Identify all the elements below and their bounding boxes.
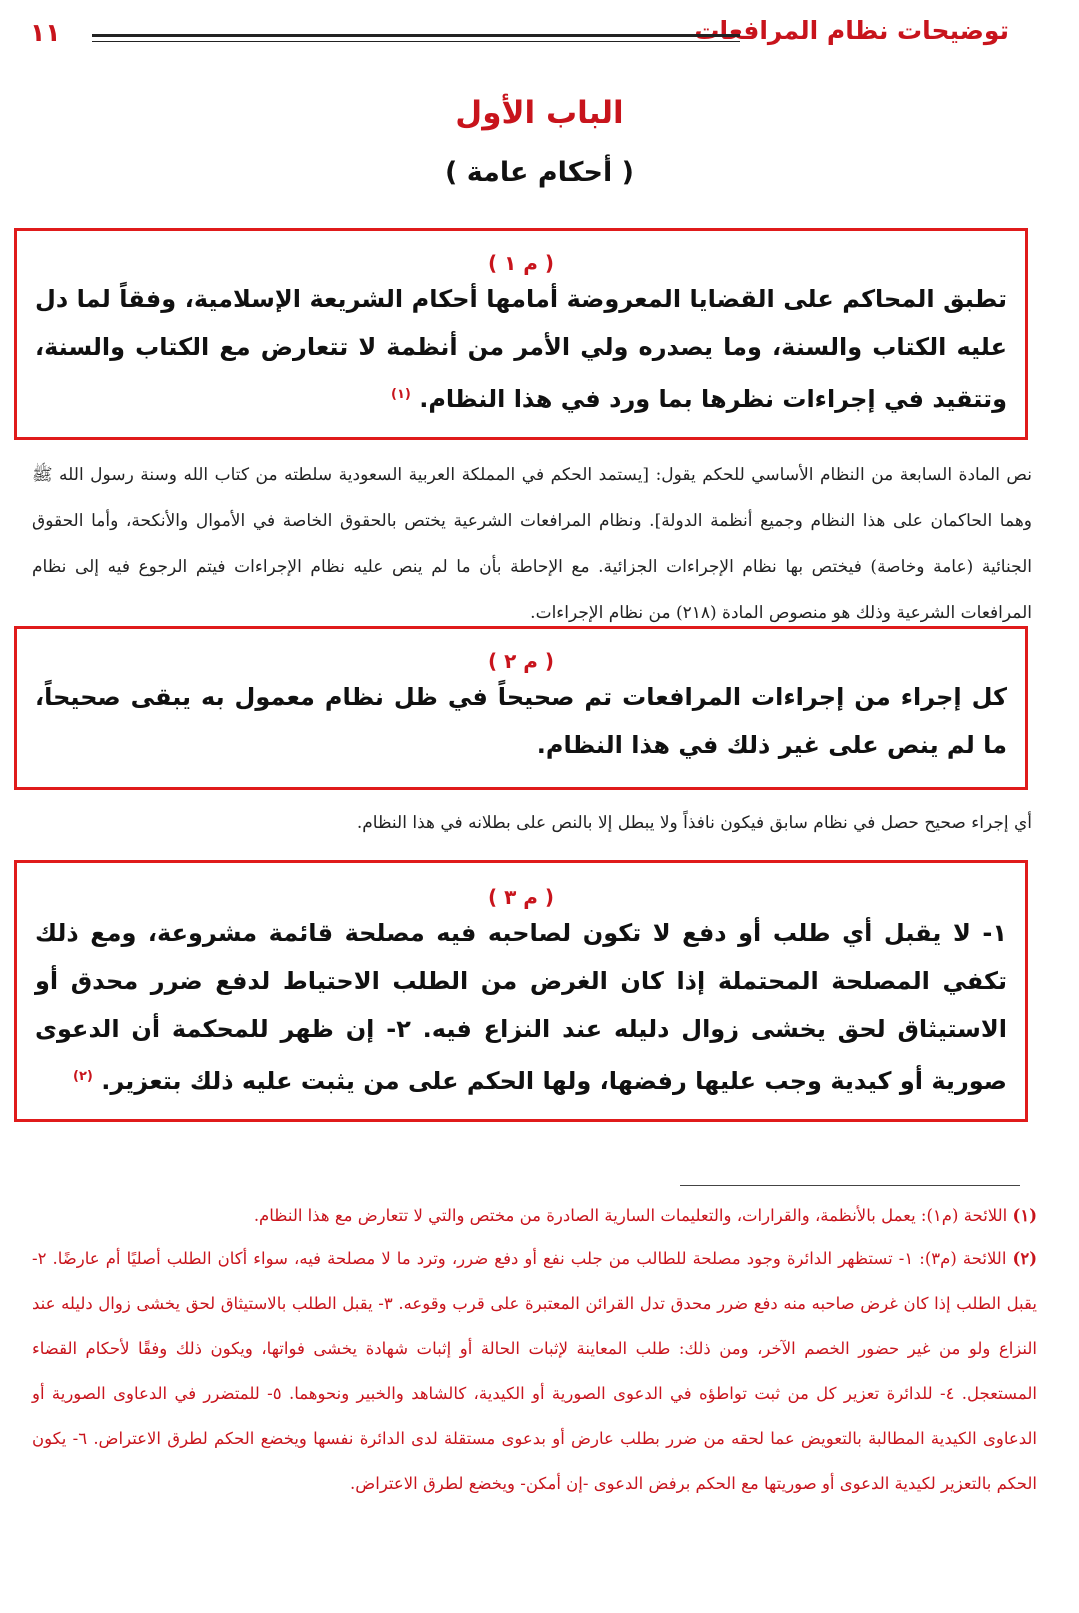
- article-text: [17, 275, 1025, 423]
- page-number: ١١: [30, 18, 61, 47]
- article-number: ( م ١ ): [487, 251, 555, 275]
- header-rule: [92, 34, 740, 37]
- footnote-text: اللائحة (م٣): ١- تستظهر الدائرة وجود مصلحة للطالب من جلب نفع أو دفع ضرر، وترد ما لا مصلحة فيه، سواء أكان الطلب أصليًا أم عارضًا. ٢- يقبل الطلب إذا كان غرض صاحبه منه دفع ضرر محدق تدل القرائن المعتبرة على قرب وقوعه. ٣- يقبل الطلب بالاستيثاق لحق يخشى زوال دليله عند النزاع ولو من غير حضور الخصم الآخر، ومن ذلك: طلب المعاينة لإثبات الحالة أو إثبات شهادة يخشى فواتها، ويكون ذلك وفقًا لأحكام القضاء المستعجل. ٤- للدائرة تعزير كل من ثبت تواطؤه في الدعوى الصورية أو الكيدية، كالشاهد والخبير ونحوهما. ٥- للمتضرر في الدعاوى الصورية أو الدعاوى الكيدية المطالبة بالتعويض عما لحقه من ضرر بطلب عارض أو بدعوى مستقلة لدى الدائرة نفسها ويخضع الحكم لطرق الاعتراض. ٦- يكون الحكم بالتعزير لكيدية الدعوى أو صوريتها مع الحكم برفض الدعوى -إن أمكن- ويخضع لطرق الاعتراض.: [32, 1249, 1037, 1493]
- article-number: ( م ٣ ): [487, 885, 555, 909]
- explanation-note: أي إجراء صحيح حصل في نظام سابق فيكون نافذاً ولا يبطل إلا بالنص على بطلانه في هذا النظام.: [356, 813, 1032, 833]
- footnote-label: (١): [1012, 1206, 1037, 1225]
- footnote-ref[interactable]: (١): [391, 387, 411, 402]
- header-rule-thin: [92, 41, 740, 42]
- running-header-title: توضيحات نظام المرافعات: [694, 16, 1009, 45]
- article-body: تطبق المحاكم على القضايا المعروضة أمامها أحكام الشريعة الإسلامية، وفقاً لما دل عليه الكتاب والسنة، وما يصدره ولي الأمر من أنظمة لا تتعارض مع الكتاب والسنة، وتتقيد في إجراءات نظرها بما ورد في هذا النظام.: [35, 285, 1007, 413]
- footnote-2: [32, 1236, 1037, 1506]
- chapter-title: الباب الأول: [455, 95, 624, 131]
- footnote-ref[interactable]: (٢): [73, 1069, 93, 1084]
- footnote-1: [32, 1193, 1037, 1238]
- article-box-2: [14, 626, 1028, 790]
- explanation-note: نص المادة السابعة من النظام الأساسي للحكم يقول: [يستمد الحكم في المملكة العربية السعودية سلطته من كتاب الله وسنة رسول الله ﷺ وهما الحاكمان على هذا النظام وجميع أنظمة الدولة]. ونظام المرافعات الشرعية يختص بالحقوق الخاصة في الأموال والأنكحة، وأما الحقوق الجنائية (عامة وخاصة) فيختص بها نظام الإجراءات الجزائية. مع الإحاطة بأن ما لم ينص عليه نظام الإجراءات فيتم الرجوع فيه إلى نظام المرافعات الشرعية وذلك هو منصوص المادة (٢١٨) من نظام الإجراءات.: [32, 465, 1032, 623]
- article-box-1: [14, 228, 1028, 440]
- footnote-separator: [680, 1185, 1020, 1186]
- footnote-text: اللائحة (م١): يعمل بالأنظمة، والقرارات، والتعليمات السارية الصادرة من مختص والتي لا تتعارض مع هذا النظام.: [253, 1206, 1008, 1225]
- article-text: [17, 673, 1025, 769]
- article-text: [17, 909, 1025, 1105]
- article-box-3: [14, 860, 1028, 1122]
- article-body: كل إجراء من إجراءات المرافعات تم صحيحاً في ظل نظام معمول به يبقى صحيحاً، ما لم ينص على غير ذلك في هذا النظام.: [35, 683, 1007, 759]
- article-body: ١- لا يقبل أي طلب أو دفع لا تكون لصاحبه فيه مصلحة قائمة مشروعة، ومع ذلك تكفي المصلحة المحتملة إذا كان الغرض من الطلب الاحتياط لدفع ضرر محدق أو الاستيثاق لحق يخشى زوال دليله عند النزاع فيه. ٢- إن ظهر للمحكمة أن الدعوى صورية أو كيدية وجب عليها رفضها، ولها الحكم على من يثبت عليه ذلك بتعزير.: [35, 919, 1008, 1095]
- article-number: ( م ٢ ): [487, 649, 555, 673]
- footnote-label: (٢): [1012, 1249, 1037, 1268]
- chapter-subtitle: ( أحكام عامة ): [445, 157, 634, 188]
